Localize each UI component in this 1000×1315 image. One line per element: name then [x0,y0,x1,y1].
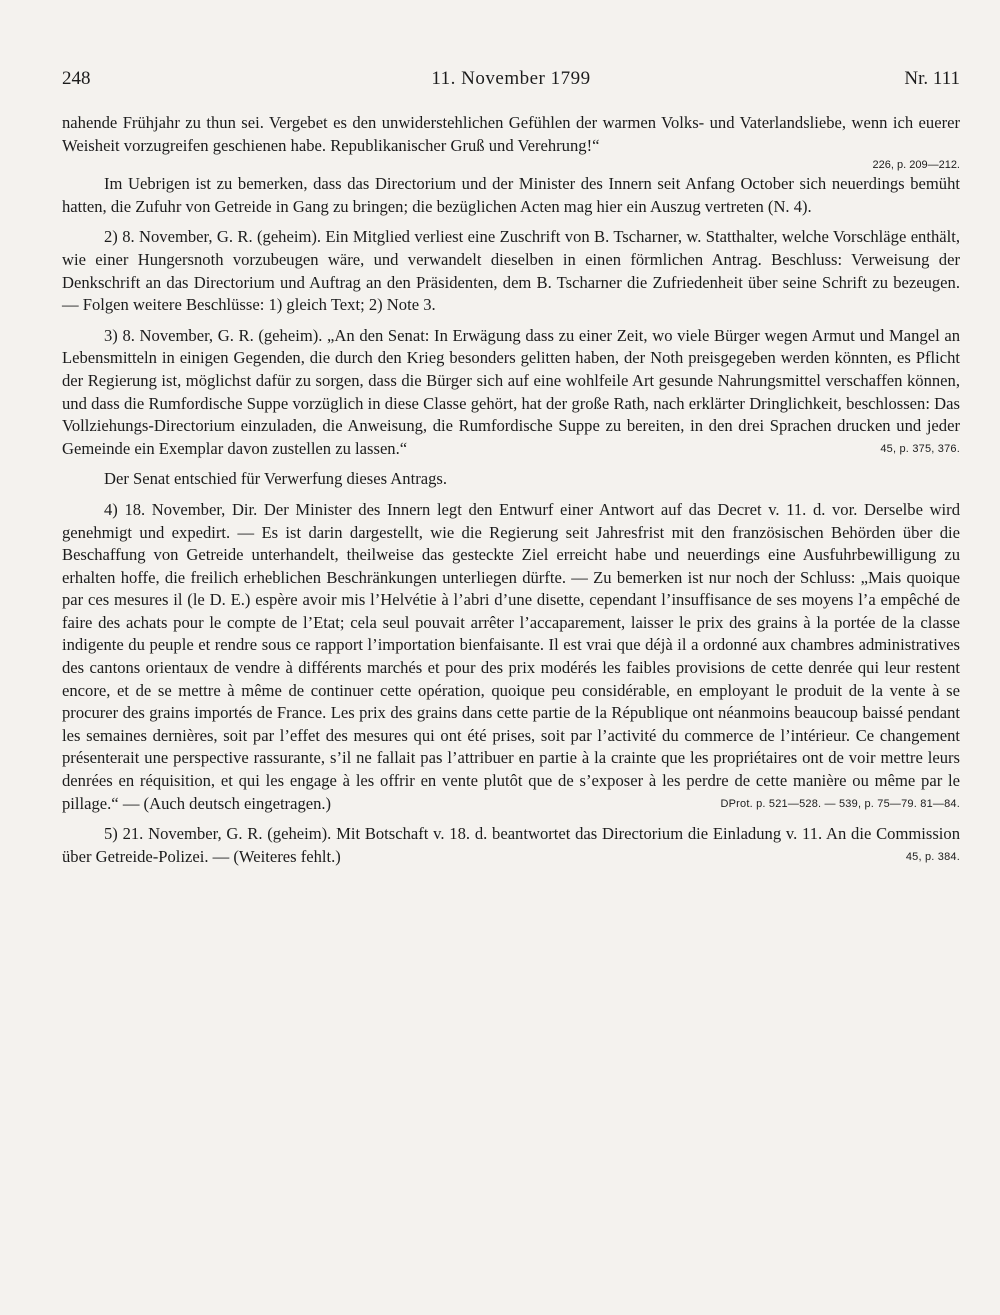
source-reference: 226, p. 209—212. [872,159,960,172]
paragraph-text: 5) 21. November, G. R. (geheim). Mit Botschaft v. 18. d. beantwortet das Directorium die Einladung v. 11. An die Commission über Getreide-Polizei. — (Weiteres fehlt.) [62,824,960,866]
source-reference: DProt. p. 521—528. — 539, p. 75—79. 81—84. [720,797,960,810]
source-reference: 45, p. 384. [905,850,960,863]
paragraph-continuation: nahende Frühjahr zu thun sei. Vergebet es den unwiderstehlichen Gefühlen der warmen Volks- und Vaterlandsliebe, wenn ich euerer Weisheit vorzugreifen geschienen habe. Republikanischer Gruß und Verehrung!“ [62,113,960,155]
page-number: 248 [62,68,91,89]
entry-paragraph [62,499,960,815]
paragraph-text: 3) 8. November, G. R. (geheim). „An den Senat: In Erwägung dass zu einer Zeit, wo viele Bürger wegen Armut und Mangel an Lebensmitteln in einigen Gegenden, die durch den Krieg besonders gelitten haben, der Noth preisgegeben werden könnten, es Pflicht der Regierung ist, möglichst dafür zu sorgen, dass die Bürger sich auf eine wohlfeile Art gesunde Nahrungsmittel verschaffen können, und dass die Rumfordische Suppe vorzüglich in diese Classe gehört, hat der große Rath, nach erklärter Dringlichkeit, beschlossen: Das Vollziehungs-Directorium einzuladen, die Anweisung, die Rumfordische Suppe zu bereiten, in den drei Sprachen drucken und jeder Gemeinde ein Exemplar davon zustellen zu lassen.“ [62,325,960,458]
document-number: Nr. 111 [904,68,960,89]
paragraph-text: 4) 18. November, Dir. Der Minister des Innern legt den Entwurf einer Antwort auf das Decret v. 11. d. vor. Derselbe wird genehmigt und expedirt. — Es ist darin dargestellt, wie die Regierung seit Jahresfrist mit den französischen Behörden über die Beschaffung von Getreide unterhandelt, theilweise das gesteckte Ziel erreicht habe und neuerdings eine Ausfuhrbewilligung zu erhalten hoffe, die freilich erheblichen Beschränkungen unterliegen dürfte. — Zu bemerken ist nur noch der Schluss: „Mais quoique par ces mesures il (le D. E.) espère avoir mis l’Helvétie à l’abri d’une disette, cependant l’insuffisance de ses moyens l’a empêché de faire des achats pour le compte de l’Etat; cela seul pouvait arrêter l’accaparement, laisser le prix des grains à la portée de la classe indigente du peuple et rendre sous ce rapport l’importation bienfaisante. Il est vrai que déjà il a ordonné aux chambres administratives des cantons orientaux de vendre à différents marchés et pour des prix modérés les faibles provisions de cette denrée qui leur restent encore, et de se mettre à même de continuer cette opération, quoique peu considérable, en employant le produit de la vente à se procurer des grains importés de France. Les prix des grains dans cette partie de la République ont néanmoins beaucoup baissé pendant les semaines dernières, soit par l’effet des mesures qui ont été prises, soit par l’activité du commerce de l’intérieur. Ce changement présenterait une perspective rassurante, s’il ne fallait pas l’attribuer en partie à la crainte que les propriétaires ont de voir mettre leurs denrées en réquisition, et qui les engage à les offrir en vente plutôt que de s’exposer à les perdre de cette manière ou même par le pillage.“ — (Auch deutsch eingetragen.) [62,499,960,813]
paragraph: Im Uebrigen ist zu bemerken, dass das Directorium und der Minister des Innern seit Anfang October sich neuerdings bemüht hatten, die Zufuhr von Getreide in Gang zu bringen; die bezüglichen Acten mag hier ein Auszug vertreten (N. 4). [62,174,960,216]
paragraph: Der Senat entschied für Verwerfung dieses Antrags. [104,469,447,489]
entry-paragraph [62,325,960,461]
running-head [62,68,960,98]
header-date: 11. November 1799 [431,68,591,89]
entry-paragraph: 2) 8. November, G. R. (geheim). Ein Mitglied verliest eine Zuschrift von B. Tscharner, w. Statthalter, welche Vorschläge enthält, wie einer Hungersnoth vorzubeugen wäre, und verwandelt dieselben in einen förmlichen Antrag. Beschluss: Verweisung der Denkschrift an das Directorium und Auftrag an den Präsidenten, dem B. Tscharner die Zufriedenheit über seine Schrift zu bezeugen. — Folgen weitere Beschlüsse: 1) gleich Text; 2) Note 3. [62,227,960,315]
entry-paragraph [62,823,960,868]
body-text [62,112,960,868]
source-reference: 45, p. 375, 376. [880,442,960,455]
